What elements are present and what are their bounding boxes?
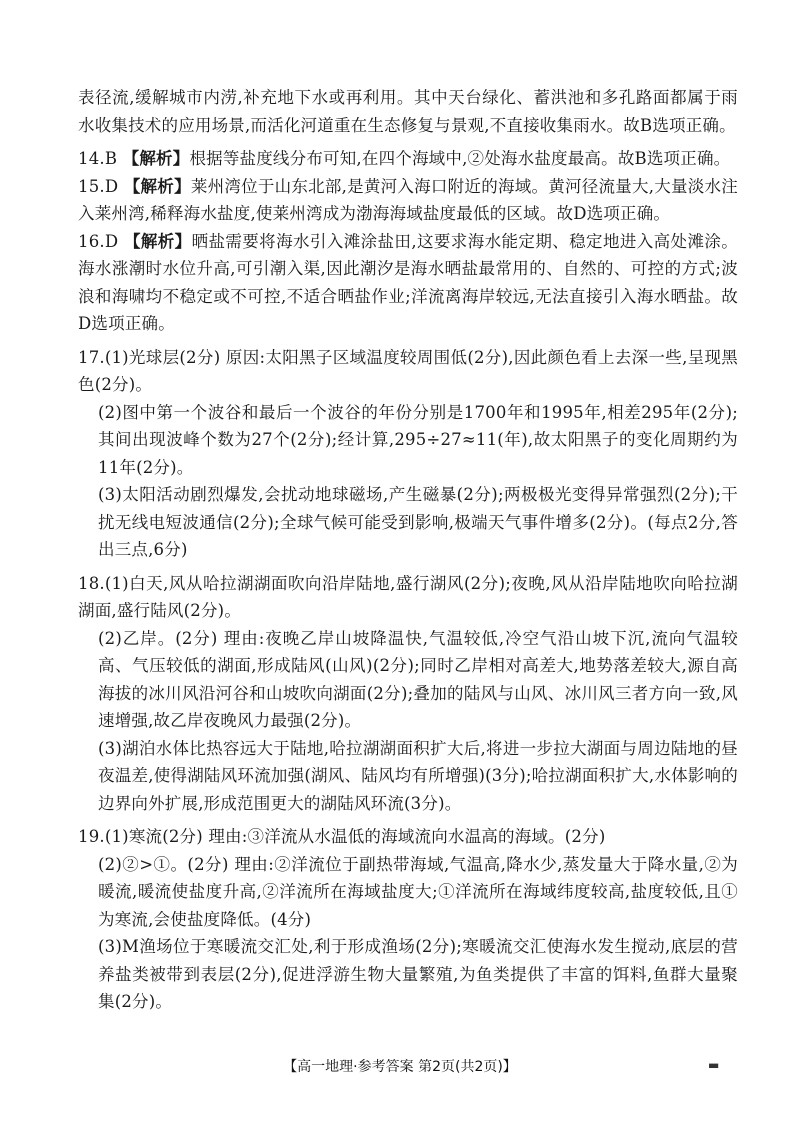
q15-analysis-tag: 【解析】 xyxy=(123,176,191,196)
q15-text: 莱州湾位于山东北部,是黄河入海口附近的海域。黄河径流量大,大量淡水注入莱州湾,稀释海水盐度,使莱州湾成为渤海海域盐度最低的区域。故D选项正确。 xyxy=(78,176,738,223)
q18-part1: 18.(1)白天,风从哈拉湖湖面吹向沿岸陆地,盛行湖风(2分);夜晚,风从沿岸陆地吹向哈拉湖湖面,盛行陆风(2分)。 xyxy=(78,573,738,620)
q17-part3: (3)太阳活动剧烈爆发,会扰动地球磁场,产生磁暴(2分);两极极光变得异常强烈(2分);干扰无线电短波通信(2分);全球气候可能受到影响,极端天气事件增多(2分)。(每点2分,答出三点,6分) xyxy=(98,485,738,559)
q19-part1: 19.(1)寒流(2分) 理由:③洋流从水温低的海域流向水温高的海域。(2分) xyxy=(78,827,606,846)
q19-part2: (2)②>①。(2分) 理由:②洋流位于副热带海域,气温高,降水少,蒸发量大于降水量,②为暖流,暖流使盐度升高,②洋流所在海域盐度大;①洋流所在海域纬度较高,盐度较低,且①为寒流,会使盐度降低。(4分) xyxy=(98,854,738,929)
q14-analysis-tag: 【解析】 xyxy=(122,149,190,168)
q14-answer xyxy=(78,145,738,173)
q16-number: 16.D xyxy=(78,231,119,251)
q19-part3: (3)M渔场位于寒暖流交汇处,利于形成渔场(2分);寒暖流交汇使海水发生搅动,底层的营养盐类被带到表层(2分),促进浮游生物大量繁殖,为鱼类提供了丰富的饵料,鱼群大量聚集(2分)。 xyxy=(98,937,738,1011)
q15-answer xyxy=(78,173,738,228)
q17-part1: 17.(1)光球层(2分) 原因:太阳黑子区域温度较周围低(2分),因此颜色看上去深一些,呈现黑色(2分)。 xyxy=(78,347,738,394)
page-footer: 【高一地理·参考答案 第2页(共2页)】 xyxy=(283,1059,517,1075)
q16-text: 晒盐需要将海水引入滩涂盐田,这要求海水能定期、稳定地进入高处滩涂。海水涨潮时水位升高,可引潮入渠,因此潮汐是海水晒盐最常用的、自然的、可控的方式;波浪和海啸均不稳定或不可控,不适合晒盐作业;洋流离海岸较远,无法直接引入海水晒盐。故D选项正确。 xyxy=(78,231,738,333)
q18-part2: (2)乙岸。(2分) 理由:夜晚乙岸山坡降温快,气温较低,冷空气沿山坡下沉,流向气温较高、气压较低的湖面,形成陆风(山风)(2分);同时乙岸相对高差大,地势落差较大,源自高海拔的冰川风沿河谷和山坡吹向湖面(2分);叠加的陆风与山风、冰川风三者方向一致,风速增强,故乙岸夜晚风力最强(2分)。 xyxy=(98,628,738,730)
q13-continuation: 表径流,缓解城市内涝,补充地下水或再利用。其中天台绿化、蓄洪池和多孔路面都属于雨水收集技术的应用场景,而活化河道重在生态修复与景观,不直接收集雨水。故B选项正确。 xyxy=(78,88,738,135)
q16-analysis-tag: 【解析】 xyxy=(123,231,192,251)
q14-number: 14.B xyxy=(78,149,118,168)
q14-text: 根据等盐度线分布可知,在四个海域中,②处海水盐度最高。故B选项正确。 xyxy=(189,149,731,168)
corner-mark: ▬ xyxy=(708,1058,720,1072)
q16-answer xyxy=(78,228,738,338)
q18-part3: (3)湖泊水体比热容远大于陆地,哈拉湖湖面积扩大后,将进一步拉大湖面与周边陆地的昼夜温差,使得湖陆风环流加强(湖风、陆风均有所增强)(3分);哈拉湖面积扩大,水体影响的边界向外扩展,形成范围更大的湖陆风环流(3分)。 xyxy=(98,738,738,813)
q17-part2: (2)图中第一个波谷和最后一个波谷的年份分别是1700年和1995年,相差295年(2分);其间出现波峰个数为27个(2分);经计算,295÷27≈11(年),故太阳黑子的变化周期约为11年(2分)。 xyxy=(98,402,738,477)
q15-number: 15.D xyxy=(78,176,119,196)
answer-content xyxy=(78,84,738,1016)
